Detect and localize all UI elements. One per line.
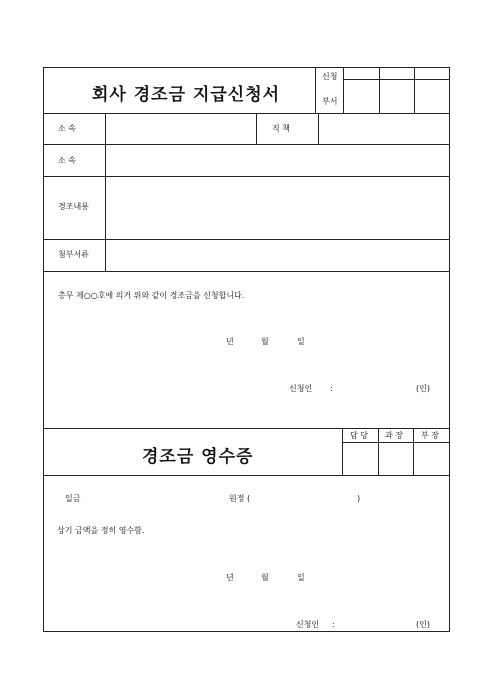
approval-top-divider-v2 <box>343 67 344 113</box>
label-affiliation-1: 소 속 <box>58 124 76 133</box>
amount-close: ) <box>357 494 361 503</box>
amount-label: 일금 <box>65 494 81 503</box>
approval-top-divider-v1 <box>315 67 316 113</box>
label-position: 직 책 <box>272 124 290 133</box>
approval-top-label-2: 부서 <box>322 97 338 106</box>
affiliation-1-field[interactable] <box>106 114 256 144</box>
applicant-label: 신청인 <box>289 384 313 393</box>
approval-top-divider-h <box>343 79 450 80</box>
position-divider-left <box>256 113 257 144</box>
receipt-applicant-name-field[interactable] <box>340 616 414 632</box>
amount-field[interactable] <box>258 490 353 506</box>
form-title: 회사 경조금 지급신청서 <box>92 85 281 105</box>
receipt-approval-dept-head: 부 장 <box>421 431 439 440</box>
receipt-date-month: 월 <box>261 573 269 582</box>
label-attachments: 첨부서류 <box>58 250 89 259</box>
amount-unit: 원정 ( <box>229 494 251 503</box>
applicant-name-field[interactable] <box>338 380 414 396</box>
receipt-statement: 상기 금액을 정히 영수함. <box>57 526 145 535</box>
approval-top-divider-v3 <box>379 67 380 113</box>
affiliation-2-field[interactable] <box>106 145 450 176</box>
receipt-approval-divider-v2 <box>378 428 379 475</box>
receipt-approval-divider-v1 <box>342 428 343 475</box>
receipt-approval-divider-h <box>342 442 450 443</box>
approval-top-label-1: 신청 <box>322 72 338 81</box>
receipt-date-year: 년 <box>226 573 234 582</box>
receipt-top-line <box>43 428 450 429</box>
receipt-applicant-label: 신청인 <box>296 620 320 629</box>
receipt-title: 경조금 영수증 <box>142 447 254 467</box>
label-affiliation-2: 소 속 <box>58 156 76 165</box>
position-field[interactable] <box>319 114 450 144</box>
application-statement: 총무 제○○호에 의거 위와 같이 경조금을 신청합니다. <box>58 291 245 300</box>
attachments-field[interactable] <box>106 240 450 271</box>
receipt-approval-divider-v3 <box>413 428 414 475</box>
row-line-5 <box>43 271 450 272</box>
receipt-date-day: 일 <box>297 573 305 582</box>
date-month: 월 <box>261 337 269 346</box>
receipt-applicant-colon: : <box>332 620 335 629</box>
applicant-seal: (인) <box>416 384 430 393</box>
receipt-approval-staff: 담 당 <box>350 431 368 440</box>
receipt-approval-section-chief: 과 장 <box>385 431 403 440</box>
receipt-applicant-seal: (인) <box>416 620 430 629</box>
date-year: 년 <box>226 337 234 346</box>
receipt-header-bottom-line <box>43 475 450 476</box>
applicant-colon: : <box>330 384 333 393</box>
content-field[interactable] <box>106 177 450 239</box>
label-content: 경조내용 <box>58 202 89 211</box>
date-day: 일 <box>297 337 305 346</box>
approval-top-divider-v4 <box>414 67 415 113</box>
